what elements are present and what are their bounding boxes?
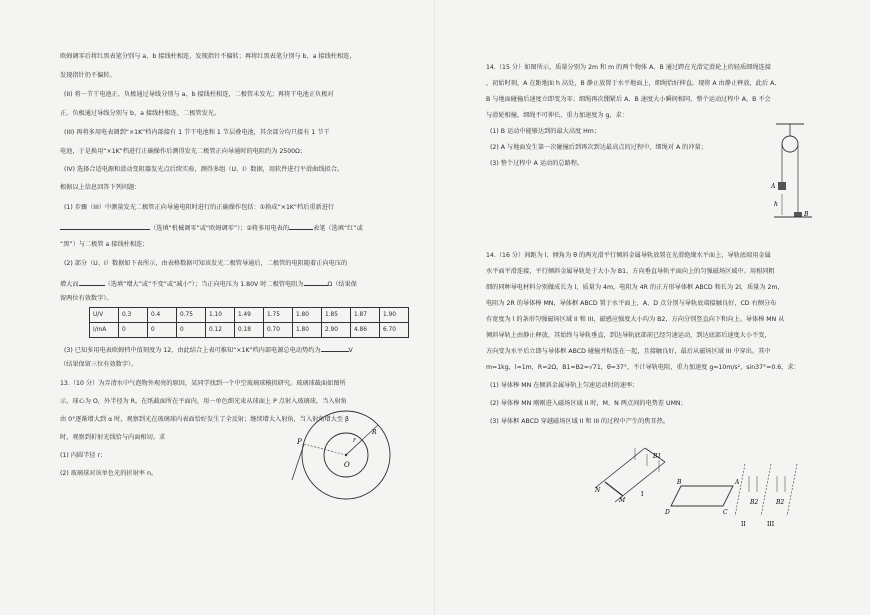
problem-13-line: (1) 内圆半径 r； bbox=[60, 452, 107, 459]
table-cell: 0 bbox=[148, 323, 177, 338]
label-h: h bbox=[774, 201, 778, 208]
table-row bbox=[90, 308, 409, 323]
problem-14-line: (3) 整个过程中 A 运动的总路程。 bbox=[490, 160, 584, 167]
label-R: R bbox=[372, 429, 377, 436]
problem-15-line: 倾斜导轨上由静止释放，其始终与导轨垂直，到达导轨底部前已经匀速运动，到达底部后速度大小不变， bbox=[486, 332, 771, 339]
glass-sphere-figure bbox=[290, 400, 400, 510]
problem-15-line: (2) 导体棒 MN 刚刚进入磁场区域 II 时，M、N 两点间的电势差 UMN； bbox=[490, 400, 687, 407]
label-r: r bbox=[353, 437, 356, 444]
question-2-line: 增大而 （选填“增大”或“不变”或“减小”）；当正向电压为 1.80V 时二极管电阻为 Ω（结果保 bbox=[60, 281, 357, 288]
label-B: B bbox=[804, 211, 809, 218]
problem-15-line: 电阻为 2R 的导体棒 MN，导体框 ABCD 置于水平面上，A、D 点分别与导轨底端接触良好，CD 右侧分布 bbox=[486, 300, 777, 307]
table-cell: 4.86 bbox=[351, 323, 380, 338]
paragraph-line: 电池，于是换用“×1K”档进行正确操作后测得发光二极管正向导通时的电阻约为 2500Ω； bbox=[60, 148, 307, 155]
rail-magnetic-field-figure bbox=[585, 440, 825, 530]
question-3-line: (3) 已知多用电表欧姆档中值刻度为 12，由此结合上表可推知“×1K”档内部电源总电动势约为 V bbox=[64, 347, 353, 354]
table-cell: 1.90 bbox=[380, 308, 409, 323]
question-1-line: (1) 步骤（III）中测量发光二极管正向导通电阻时进行的正确操作包括：①换成“×1K”档后重新进行 bbox=[64, 204, 335, 211]
problem-14-line: B 与地面碰撞后速度立即变为零；细绳再次绷紧后 A、B 速度大小瞬间相同，整个运动过程中 A、B 不会 bbox=[486, 96, 771, 103]
problem-15-line: 14.（16 分）间距为 l、倾角为 θ 的两光滑平行倾斜金属导轨放置在光滑绝缘水平面上，导轨底端用金属 bbox=[486, 252, 771, 259]
label-B2-b: B2 bbox=[776, 499, 785, 506]
question-1-line: “黑”）与二极管 a 接线柱相连； bbox=[60, 241, 149, 248]
label-frame-D: D bbox=[665, 509, 670, 516]
answer-blank[interactable] bbox=[60, 223, 150, 230]
problem-14-line: (2) A 与地面发生第一次碰撞后到再次到达最高点的过程中，细绳对 A 的冲量； bbox=[490, 144, 707, 151]
problem-15-line: (1) 导体棒 MN 在倾斜金属导轨上匀速运动时的速率； bbox=[490, 382, 639, 389]
label-region-II: II bbox=[741, 521, 746, 528]
label-region-III: III bbox=[767, 521, 775, 528]
problem-15-line: 方向变为水平后立即与导体框 ABCD 碰撞并粘连在一起，且接触良好，最后从磁场区域 III 中穿出。其中 bbox=[486, 348, 771, 355]
table-cell: 1.49 bbox=[235, 308, 264, 323]
question-2-line: (2) 部分（U、I）数据如下表所示，由表格数据可知该发光二极管导通后，二极管的电阻随着正向电压的 bbox=[64, 260, 348, 267]
problem-14-line: 14.（15 分）如图所示，质量分别为 2m 和 m 的两个物体 A、B 通过跨在光滑定滑轮上的轻质细绳连接 bbox=[486, 64, 771, 71]
table-cell: 1.80 bbox=[293, 323, 322, 338]
table-row bbox=[90, 323, 409, 338]
rail-upper bbox=[595, 448, 645, 488]
question-3-line: （结果保留三位有效数字）。 bbox=[60, 361, 138, 368]
problem-14-line: (1) B 运动中能够达到的最大高度 Hm； bbox=[490, 128, 601, 135]
problem-14-line: ，初始时刻，A 在距地面 h 高处，B 静止放置于水平地面上，细绳恰好伸直。现将 A 由静止释放，此后 A、 bbox=[486, 80, 781, 87]
problem-15-line: m=1kg，l=1m，R=2Ω，B1=B2=√71，θ=37°，不计导轨电阻，重力加速度 g=10m/s²，sin37°=0.6，求： bbox=[486, 364, 800, 371]
paragraph-line: (IV) 选择合适电源和滑动变阻器发光点后续实验，测得多组（U、I）数据，用软件进行平滑曲线拟合。 bbox=[64, 166, 344, 173]
problem-15-line: 水平面平滑连接，平行倾斜金属导轨处于大小为 B1，方向垂直导轨平面向上的匀强磁场区域中。用相同粗 bbox=[486, 268, 775, 275]
label-region-I: I bbox=[641, 491, 644, 498]
table-cell: 0.12 bbox=[206, 323, 235, 338]
table-cell: 0.75 bbox=[177, 308, 206, 323]
normal-line bbox=[304, 444, 346, 455]
table-cell: 0 bbox=[119, 323, 148, 338]
answer-blank[interactable] bbox=[79, 279, 105, 286]
region-boundary bbox=[761, 464, 771, 516]
rod-MN bbox=[605, 482, 623, 496]
problem-13-line: 由 0°逐渐增大到 α 时，观察到光在玻璃球内表面恰好发生了全反射；继续增大入射角，当入射角增大至 β bbox=[60, 416, 349, 423]
pulley-figure bbox=[760, 120, 820, 224]
label-B2-a: B2 bbox=[750, 499, 759, 506]
label-frame-B: B bbox=[677, 479, 682, 486]
frame-ABCD bbox=[671, 486, 733, 506]
problem-13-line: 13.（10 分）为弄清水中气泡物外观亮的原因，某同学找到一个中空玻璃球模拟研究。玻璃球截面如图所 bbox=[60, 380, 346, 387]
answer-blank[interactable] bbox=[321, 345, 349, 352]
block-B bbox=[794, 212, 802, 217]
label-B1: B1 bbox=[653, 453, 662, 460]
problem-15-line: 细的同种导电材料分别做成长为 l，质量为 4m，电阻为 4R 的正方形导体框 ABCD 和长为 2l，质量为 2m， bbox=[486, 284, 784, 291]
center-point bbox=[345, 454, 347, 456]
problem-15-line: (3) 导体框 ABCD 穿越磁场区域 II 和 III 的过程中产生的焦耳热。 bbox=[490, 418, 670, 425]
problem-15-line: 有宽度为 l 的条形匀强磁场区域 II 和 III，磁感应强度大小均为 B2，方向分别竖直向下和向上。导体棒 MN 从 bbox=[486, 316, 785, 323]
label-A: A bbox=[771, 183, 776, 190]
label-O: O bbox=[344, 461, 350, 469]
question-2-line: 留两位有效数字）。 bbox=[60, 295, 113, 302]
paragraph-line: (II) 将一节干电池正、负极通过导线分别与 a、b 接线柱相连，二极管未发光；再将干电池正负极对 bbox=[64, 91, 334, 98]
paragraph-line: (III) 再将多用电表调到“×1K”档内部接有 1 节干电池和 1 节层叠电池，其余部分均只接有 1 节干 bbox=[64, 129, 330, 136]
table-cell: 0.18 bbox=[235, 323, 264, 338]
ui-data-table bbox=[89, 307, 409, 338]
problem-14-line: 与滑轮相撞，细绳不可伸长，重力加速度为 g，求： bbox=[486, 112, 629, 119]
table-cell: 1.75 bbox=[264, 308, 293, 323]
label-N: N bbox=[595, 487, 601, 494]
table-cell: U/V bbox=[90, 308, 119, 323]
table-cell: 2.90 bbox=[322, 323, 351, 338]
table-cell: 1.87 bbox=[351, 308, 380, 323]
label-frame-C: C bbox=[723, 509, 728, 516]
answer-blank[interactable] bbox=[304, 279, 328, 286]
pulley-wheel bbox=[782, 136, 798, 152]
table-cell: 0.4 bbox=[148, 308, 177, 323]
table-cell: 1.10 bbox=[206, 308, 235, 323]
table-cell: 6.70 bbox=[380, 323, 409, 338]
block-A bbox=[778, 182, 786, 190]
paragraph-line: 正、负极通过导线分别与 b、a 接线柱相连，二极管发光。 bbox=[60, 110, 221, 117]
problem-13-line: 示，球心为 O，外半径为 R。在纸截面所在平面内，用一单色细光束从球面上 P 点射入玻璃球，当入射角 bbox=[60, 398, 347, 405]
table-cell: 1.85 bbox=[322, 308, 351, 323]
table-cell: 0 bbox=[177, 323, 206, 338]
region-boundary bbox=[787, 464, 797, 516]
paragraph-line: 发现指针仍不偏转。 bbox=[60, 72, 116, 79]
table-cell: I/mA bbox=[90, 323, 119, 338]
label-frame-A: A bbox=[735, 479, 740, 486]
region-boundary bbox=[735, 464, 745, 516]
table-cell: 1.80 bbox=[293, 308, 322, 323]
table-cell: 0.70 bbox=[264, 323, 293, 338]
paragraph-line: 根据以上信息回答下列问题： bbox=[60, 184, 141, 191]
label-P: P bbox=[297, 438, 302, 446]
table-cell: 0.3 bbox=[119, 308, 148, 323]
question-1-line: （选填“机械调零”或“欧姆调零”）；②将多用电表的 表笔（选填“红”或 bbox=[60, 223, 363, 233]
paragraph-line: 欧姆调零后将红黑表笔分别与 a、b 接线柱相连，发现指针不偏转；再将红黑表笔分别与 b、a 接线柱相连， bbox=[60, 53, 356, 60]
right-page bbox=[435, 0, 870, 615]
answer-blank[interactable] bbox=[289, 223, 313, 230]
problem-13-line: 时，观察到折射光线恰与内面相切。求 bbox=[60, 434, 166, 441]
label-M: M bbox=[619, 497, 626, 504]
problem-13-line: (2) 玻璃球对该单色光的折射率 n。 bbox=[60, 470, 158, 477]
